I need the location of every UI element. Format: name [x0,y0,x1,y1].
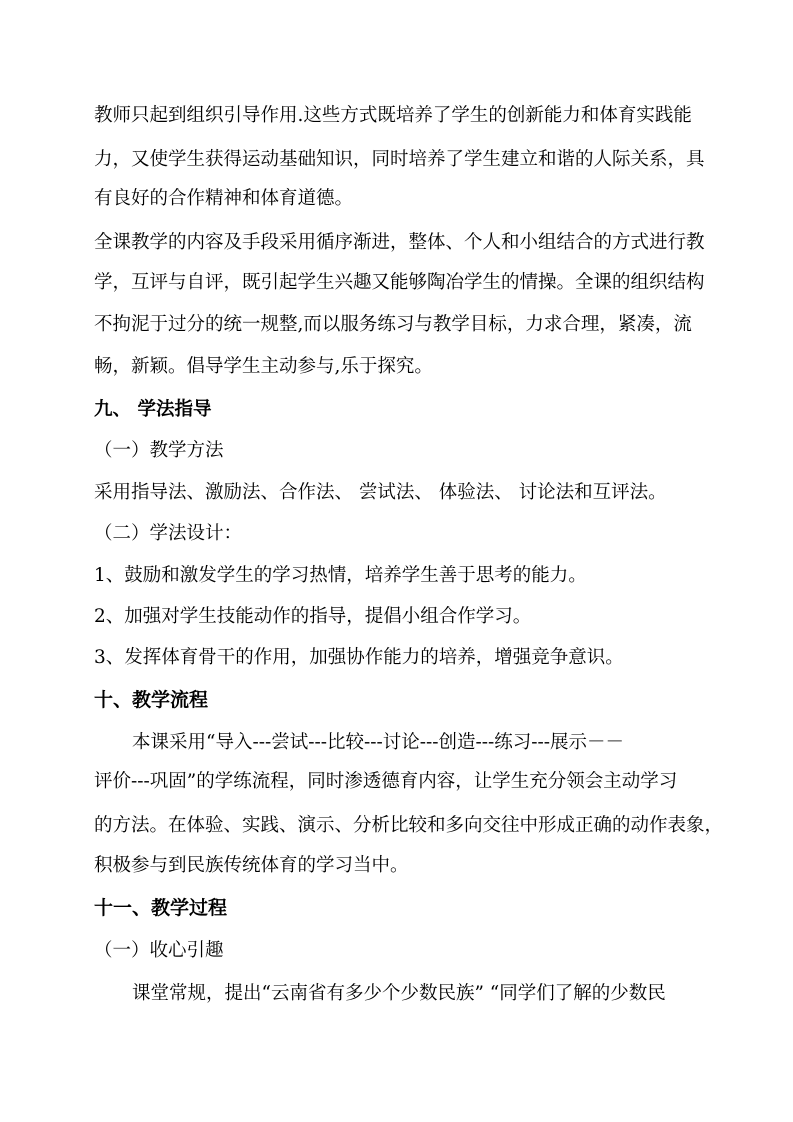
list-item: 2、加强对学生技能动作的指导，提倡小组合作学习。 [94,606,532,627]
paragraph-line: 课堂常规，提出“云南省有多少个少数民族” “同学们了解的少数民 [132,983,666,1004]
section-heading: 十一、教学过程 [94,897,228,919]
paragraph-line: 有良好的合作精神和体育道德。 [94,188,354,209]
subsection-heading: （二）学法设计： [94,523,243,544]
paragraph-line: 积极参与到民族传统体育的学习当中。 [94,855,409,876]
paragraph-line: 学，互评与自评，既引起学生兴趣又能够陶冶学生的情操。全课的组织结构 [94,272,705,293]
paragraph-line: 教师只起到组织引导作用.这些方式既培养了学生的创新能力和体育实践能 [94,105,692,126]
list-item: 3、发挥体育骨干的作用，加强协作能力的培养，增强竞争意识。 [94,647,624,668]
subsection-heading: （一）收心引趣 [94,940,224,961]
paragraph-line: 全课教学的内容及手段采用循序渐进，整体、个人和小组结合的方式进行教 [94,232,705,253]
paragraph-line: 采用指导法、激励法、合作法、 尝试法、 体验法、 讨论法和互评法。 [94,482,667,503]
list-item: 1、鼓励和激发学生的学习热情，培养学生善于思考的能力。 [94,565,587,586]
paragraph-line: 力，又使学生获得运动基础知识，同时培养了学生建立和谐的人际关系，具 [94,149,705,170]
section-heading: 九、 学法指导 [94,399,212,420]
paragraph-line: 本课采用“导入---尝试---比较---讨论---创造---练习---展示－－ [132,732,624,753]
paragraph-line: 评价---巩固”的学练流程，同时渗透德育内容，让学生充分领会主动学习 [94,771,678,792]
section-heading: 十、教学流程 [94,689,209,711]
paragraph-line: 不拘泥于过分的统一规整,而以服务练习与教学目标，力求合理，紧凑，流 [94,314,692,335]
paragraph-line: 畅，新颖。倡导学生主动参与,乐于探究。 [94,356,433,377]
subsection-heading: （一）教学方法 [94,440,224,461]
paragraph-line: 的方法。在体验、实践、演示、分析比较和多向交往中形成正确的动作表象， [94,815,724,836]
